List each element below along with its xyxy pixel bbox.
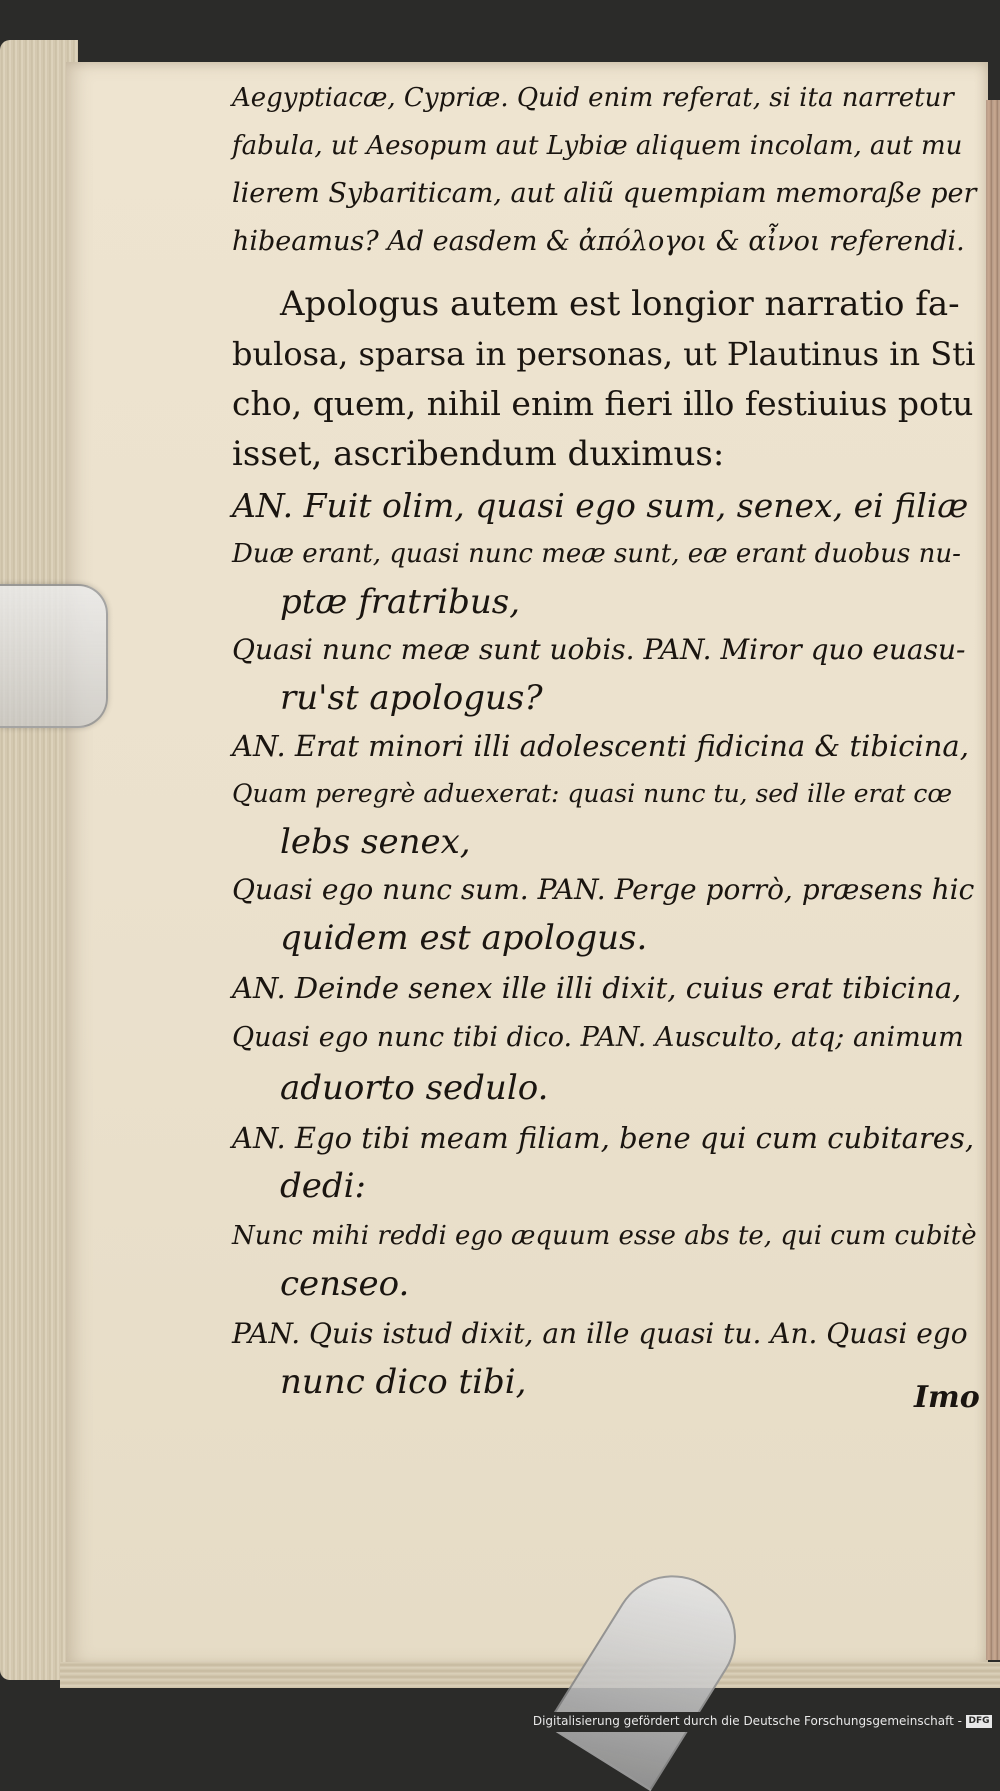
text-line: Quasi nunc meæ sunt uobis. PAN. Miror quo euasu-	[232, 633, 966, 666]
dfg-logo: DFG	[966, 1715, 992, 1728]
text-line: censeo.	[280, 1264, 410, 1304]
page-clip	[0, 584, 108, 728]
text-line: isset, ascribendum duximus:	[232, 434, 725, 474]
text-line: quidem est apologus.	[280, 918, 648, 958]
footer-bar	[0, 1712, 1000, 1732]
text-line: Quasi ego nunc sum. PAN. Perge porrò, præsens hic	[232, 873, 975, 906]
text-line: ptæ fratribus,	[280, 582, 521, 622]
text-line: lierem Sybariticam, aut aliũ quempiam memoraße per	[232, 178, 977, 209]
text-line: hibeamus? Ad easdem & ἀπόλογοι & αἶνοι referendi.	[232, 226, 965, 257]
text-line: AN. Fuit olim, quasi ego sum, senex, ei filiæ	[232, 486, 969, 525]
page-stack-bottom	[60, 1662, 1000, 1688]
text-line: lebs senex,	[280, 822, 471, 862]
text-line: ru'st apologus?	[280, 678, 543, 718]
text-line: fabula, ut Aesopum aut Lybiæ aliquem incolam, aut mu	[232, 131, 963, 161]
text-line: AN. Erat minori illi adolescenti fidicina & tibicina,	[232, 729, 969, 763]
text-line: nunc dico tibi,	[280, 1362, 527, 1402]
text-line: AN. Ego tibi meam filiam, bene qui cum cubitares,	[232, 1121, 975, 1155]
funding-credit: Digitalisierung gefördert durch die Deutsche Forschungsgemeinschaft -	[532, 1714, 962, 1728]
text-line: PAN. Quis istud dixit, an ille quasi tu. An. Quasi ego	[232, 1317, 968, 1350]
text-line: Quam peregrè aduexerat: quasi nunc tu, sed ille erat cœ	[232, 779, 953, 808]
text-line: Quasi ego nunc tibi dico. PAN. Ausculto, atq; animum	[232, 1022, 964, 1053]
text-line: cho, quem, nihil enim fieri illo festiuius potu	[232, 384, 974, 423]
page-edge-right	[986, 100, 1000, 1660]
text-line: AN. Deinde senex ille illi dixit, cuius erat tibicina,	[232, 971, 962, 1005]
text-line: Duæ erant, quasi nunc meæ sunt, eæ erant duobus nu-	[232, 539, 961, 569]
text-line: Nunc mihi reddi ego æquum esse abs te, qui cum cubitè	[232, 1221, 977, 1251]
text-line: Aegyptiacæ, Cypriæ. Quid enim referat, si ita narretur	[232, 83, 954, 113]
text-line: bulosa, sparsa in personas, ut Plautinus in Sti	[232, 335, 976, 373]
text-line: Apologus autem est longior narratio fa-	[280, 284, 960, 324]
catchword: Imo	[914, 1380, 980, 1415]
text-line: dedi:	[280, 1166, 366, 1206]
text-line: aduorto sedulo.	[280, 1068, 549, 1108]
